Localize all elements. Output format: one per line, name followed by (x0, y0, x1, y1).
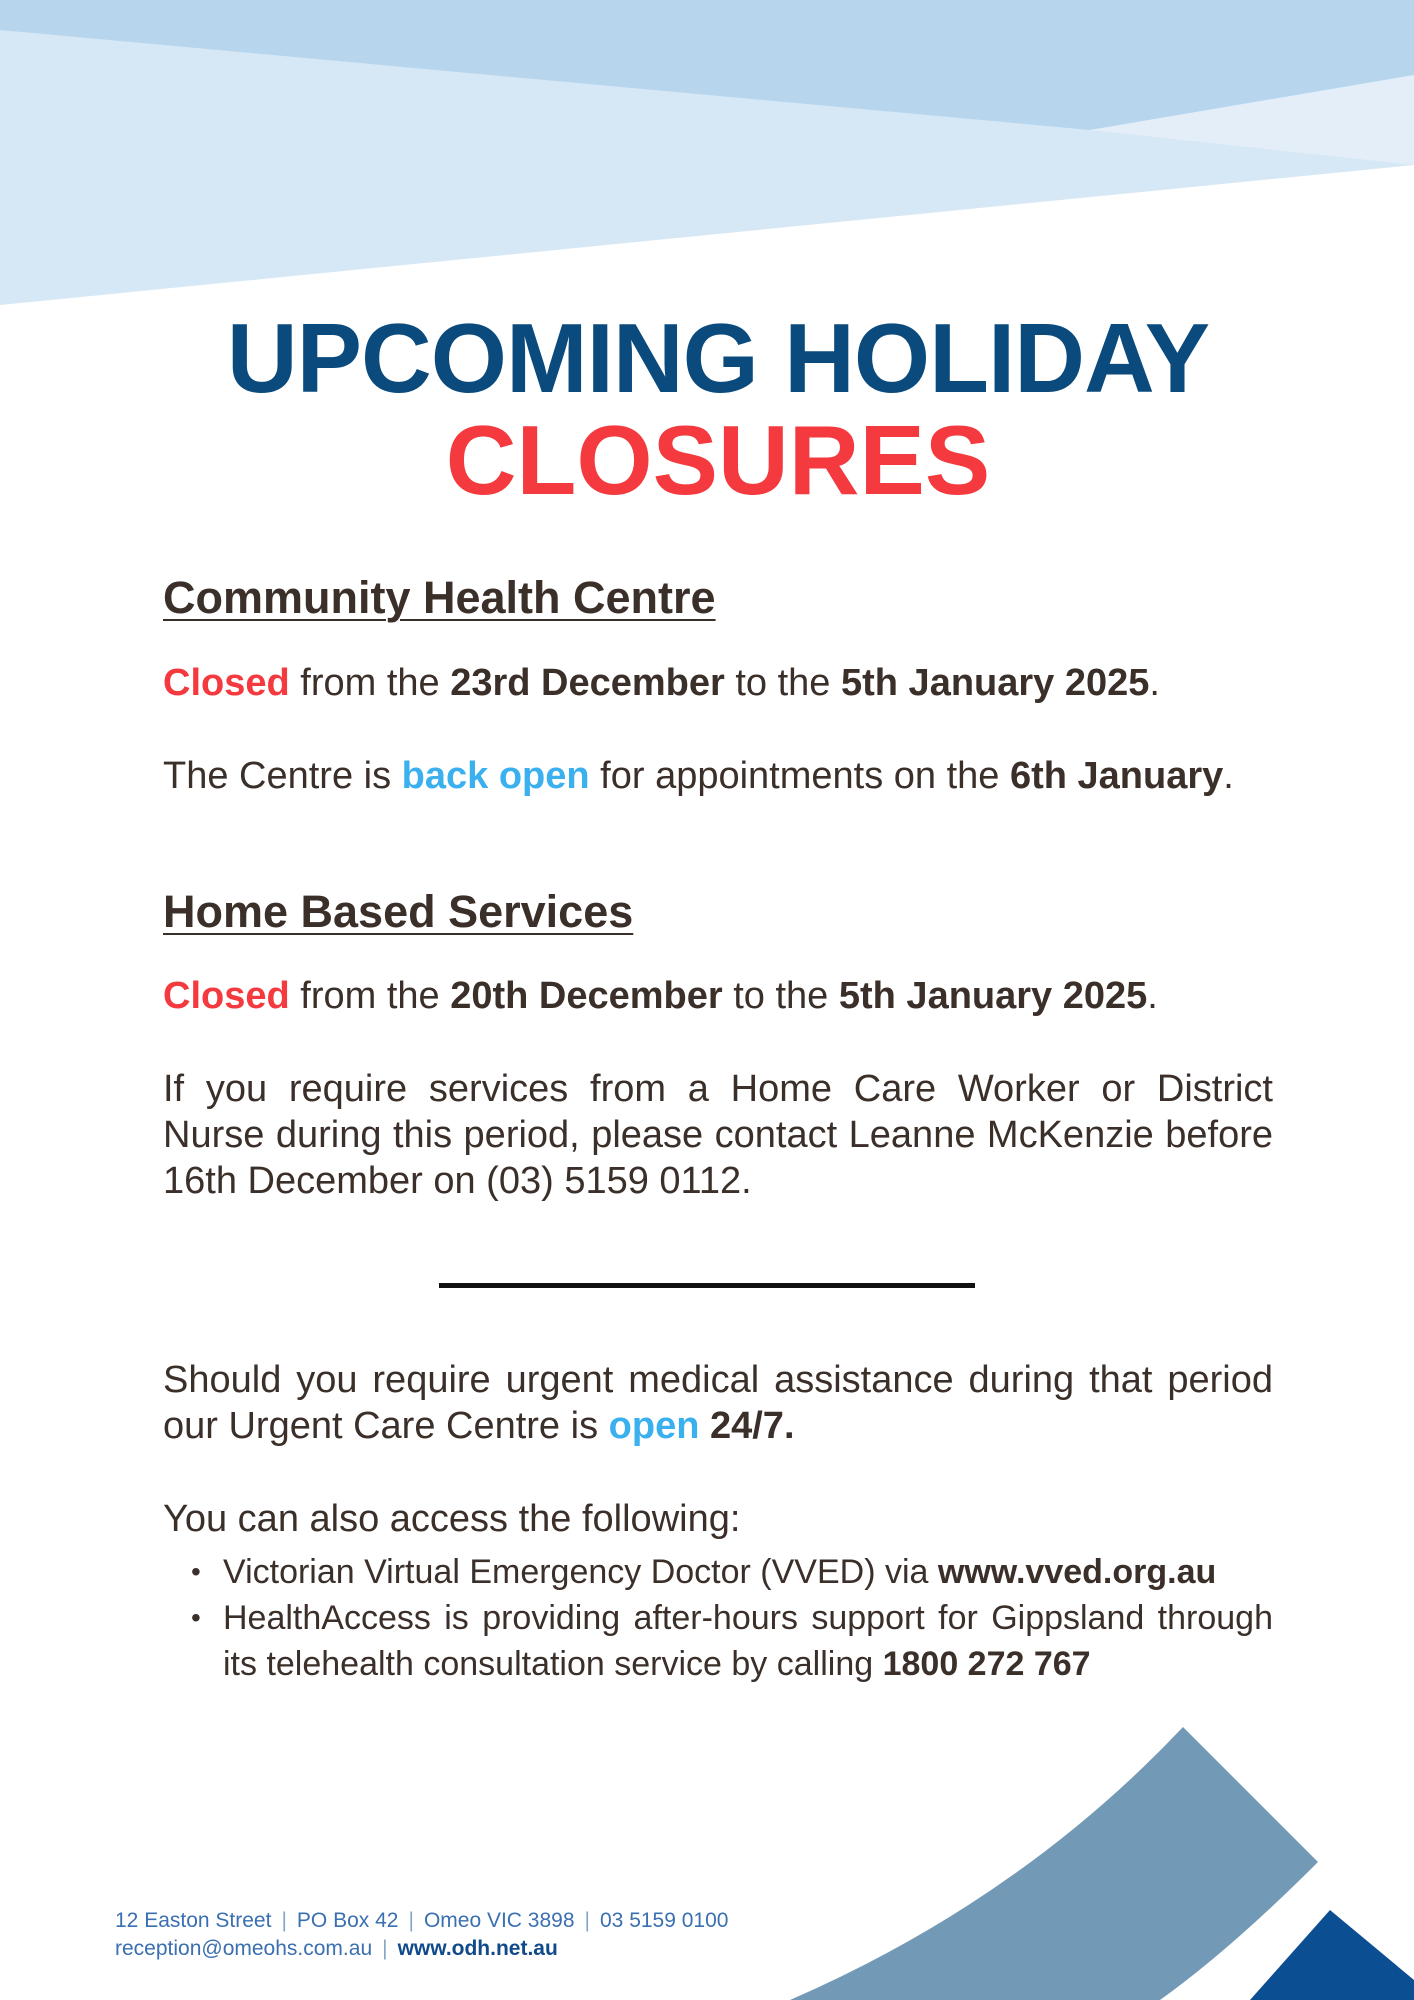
closed-to-text: to the (724, 662, 841, 704)
access-intro: You can also access the following: (163, 1498, 741, 1540)
urgent-prefix: Should you require urgent medical assistance during that period our Urgent Care Centre is (163, 1359, 1273, 1447)
closed-end-date: 5th January 2025 (841, 662, 1150, 704)
urgent-hours: 24/7. (699, 1405, 795, 1447)
back-open-label: back open (401, 755, 590, 797)
closed-period: . (1147, 975, 1158, 1017)
reopen-period: . (1223, 755, 1234, 797)
list-item-text: Victorian Virtual Emergency Doctor (VVED) via (223, 1553, 938, 1591)
bottom-swoosh-grey (790, 1727, 1318, 2000)
community-closed-paragraph (163, 660, 1273, 706)
closed-start-date: 20th December (450, 975, 723, 1017)
community-reopen-paragraph (163, 753, 1273, 799)
closed-label: Closed (163, 975, 290, 1017)
community-health-heading: Community Health Centre (163, 572, 716, 623)
reopen-prefix: The Centre is (163, 755, 402, 797)
list-item-text: HealthAccess is providing after-hours support for Gippsland through its telehealth consultation service by calling (223, 1599, 1273, 1683)
list-item (223, 1549, 1273, 1595)
section-divider (439, 1283, 975, 1288)
footer-line-1 (115, 1907, 728, 1935)
footer-address: 12 Easton Street (115, 1909, 272, 1932)
closed-from-text: from the (289, 662, 451, 704)
vved-link[interactable]: www.vved.org.au (937, 1553, 1217, 1591)
open-label: open (608, 1405, 700, 1447)
footer-separator: | (281, 1909, 287, 1932)
reopen-date: 6th January (1009, 755, 1224, 797)
home-based-heading: Home Based Services (163, 886, 634, 937)
footer-town: Omeo VIC 3898 (423, 1909, 575, 1932)
footer-po-box: PO Box 42 (296, 1909, 399, 1932)
closed-period: . (1149, 662, 1160, 704)
footer-separator: | (408, 1909, 414, 1932)
bottom-swoosh-dark (1250, 1910, 1414, 2000)
reopen-middle: for appointments on the (589, 755, 1010, 797)
footer-line-2 (115, 1935, 728, 1963)
footer-website[interactable]: www.odh.net.au (397, 1937, 558, 1960)
footer-separator: | (382, 1937, 388, 1960)
healthaccess-phone: 1800 272 767 (882, 1645, 1091, 1683)
footer-contact (115, 1907, 728, 1963)
title-line-2: CLOSURES (445, 405, 991, 515)
footer-phone: 03 5159 0100 (600, 1909, 729, 1932)
title-line-1: UPCOMING HOLIDAY (226, 303, 1210, 413)
access-list (163, 1549, 1273, 1687)
closed-start-date: 23rd December (450, 662, 725, 704)
home-closed-paragraph (163, 973, 1273, 1019)
closed-from-text: from the (289, 975, 451, 1017)
home-contact-paragraph: If you require services from a Home Care Worker or District Nurse during this period, please contact Leanne McKenzie before 16th December on (03) 5159 0112. (163, 1068, 1273, 1202)
closed-to-text: to the (722, 975, 839, 1017)
footer-email[interactable]: reception@omeohs.com.au (115, 1937, 373, 1960)
closed-label: Closed (163, 662, 290, 704)
closed-end-date: 5th January 2025 (838, 975, 1148, 1017)
list-item (223, 1595, 1273, 1687)
footer-separator: | (584, 1909, 590, 1932)
urgent-care-paragraph (163, 1357, 1273, 1449)
